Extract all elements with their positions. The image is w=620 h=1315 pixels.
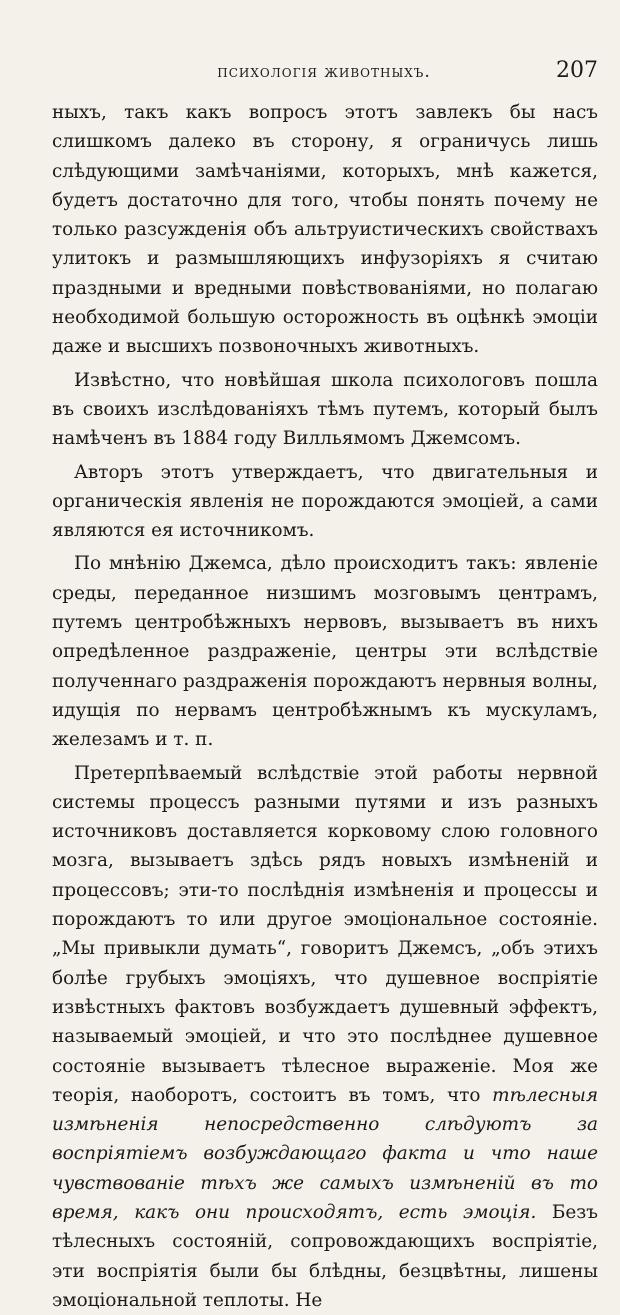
page-header (52, 58, 598, 92)
paragraph-continuation: ныхъ, такъ какъ вопросъ этотъ завлекъ бы насъ слишкомъ далеко въ сторону, я ограничусь лишь слѣдующими замѣчаніями, которыхъ, мнѣ кажется, будетъ достаточно для того, чтобы понять почему не только разсужденія объ альтруистическихъ свойствахъ улитокъ и размышляющихъ инфузоріяхъ я считаю праздными и вредными повѣствованіями, но полагаю необходимой большую осторожность въ оцѣнкѣ эмоціи даже и высшихъ позвоночныхъ животныхъ. (52, 102, 598, 358)
quote-text-before: Претерпѣваемый вслѣдствіе этой работы нервной системы процессъ разными путями и изъ разныхъ источниковъ доставляется корковому слою головного мозга, вызываетъ здѣсь рядъ новыхъ измѣненій и процессовъ; эти-то послѣднія измѣненія и процессы и порождаютъ то или другое эмоціональное состояніе. „Мы привыкли думать“, говоритъ Джемсъ, „объ этихъ болѣе грубыхъ эмоціяхъ, что душевное воспріятіе извѣстныхъ фактовъ возбуждаетъ душевный эффектъ, называемый эмоціей, и что это послѣднее душевное состояніе вызываетъ тѣлесное выраженіе. Моя же теорія, наоборотъ, состоитъ въ томъ, что (52, 762, 598, 1106)
body-text (52, 98, 598, 1315)
paragraph-james-school: Извѣстно, что новѣйшая школа психологовъ пошла въ своихъ изслѣдованіяхъ тѣмъ путемъ, который былъ намѣченъ въ 1884 году Вилльямомъ Джемсомъ. (52, 369, 598, 450)
paragraph-james-quote (52, 759, 598, 1315)
quote-text-after: Безъ тѣлесныхъ состояній, сопровождающихъ воспріятіе, эти воспріятія были бы блѣдны, безцвѣтны, лишены эмоціональной теплоты. Не (52, 1201, 599, 1311)
running-title: психологія животныхъ. (217, 62, 431, 82)
paragraph-james-opinion: По мнѣнію Джемса, дѣло происходитъ такъ: явленіе среды, переданное низшимъ мозговымъ центрамъ, путемъ центробѣжныхъ нервовъ, вызываетъ въ нихъ опредѣленное раздраженіе, центры эти вслѣдствіе полученнаго раздраженія порождаютъ нервныя волны, идущія по нервамъ центробѣжнымъ къ мускуламъ, железамъ и т. п. (52, 553, 598, 751)
page-number: 207 (556, 58, 598, 83)
paragraph-author-claim: Авторъ этотъ утверждаетъ, что двигательныя и органическія явленія не порождаются эмоціей, а сами являются ея источникомъ. (52, 461, 598, 542)
quote-emphasis: тѣлесныя измѣненія непосредственно слѣдуютъ за воспріятіемъ возбуждающаго факта и что наше чувствованіе тѣхъ же самыхъ измѣненій въ то время, какъ они происходятъ, есть эмоція. (52, 1084, 598, 1223)
